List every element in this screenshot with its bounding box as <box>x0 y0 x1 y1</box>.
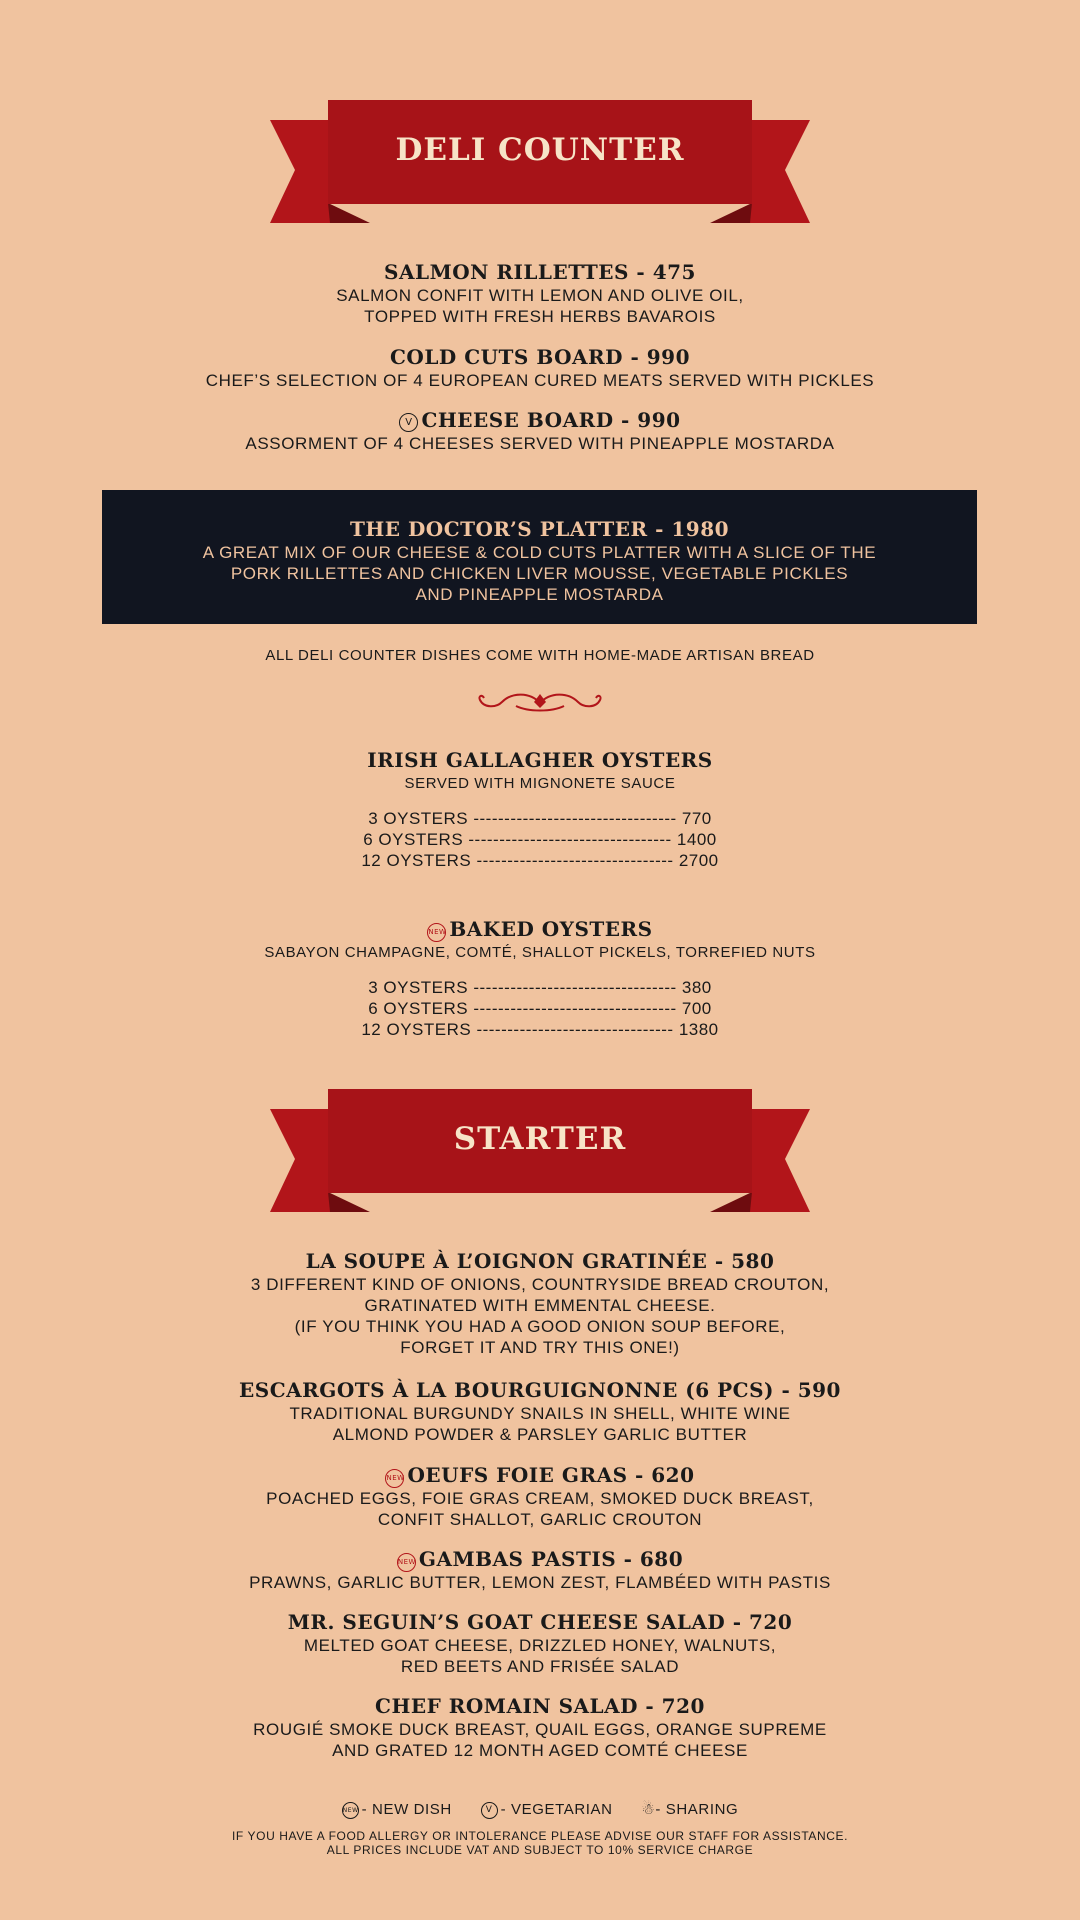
price-row: 12 OYSTERS -------------------------------- 2700 <box>361 851 719 870</box>
item-desc: AND GRATED 12 MONTH AGED COMTÉ CHEESE <box>332 1741 748 1760</box>
item-name: IRISH GALLAGHER OYSTERS <box>367 748 713 772</box>
starter-banner <box>270 1089 810 1219</box>
item-desc: FORGET IT AND TRY THIS ONE!) <box>400 1338 680 1357</box>
menu-item-chef-romain-salad <box>0 1694 1080 1761</box>
doctors-platter-panel <box>102 490 977 624</box>
item-desc: SERVED WITH MIGNONETE SAUCE <box>404 775 676 792</box>
item-name: SALMON RILLETTES - 475 <box>384 260 696 284</box>
item-desc: SALMON CONFIT WITH LEMON AND OLIVE OIL, <box>336 286 744 305</box>
legend-new <box>342 1801 452 1818</box>
item-name-text: OEUFS FOIE GRAS - 620 <box>407 1463 695 1487</box>
item-desc: PORK RILLETTES AND CHICKEN LIVER MOUSSE, VEGETABLE PICKLES <box>230 564 849 583</box>
menu-item-cold-cuts <box>0 345 1080 391</box>
item-desc: A GREAT MIX OF OUR CHEESE & COLD CUTS PLATTER WITH A SLICE OF THE <box>202 543 877 562</box>
menu-item-oeufs-foie-gras <box>0 1463 1080 1530</box>
legend-label: - NEW DISH <box>361 1801 452 1818</box>
bread-note: ALL DELI COUNTER DISHES COME WITH HOME-MADE ARTISAN BREAD <box>265 647 815 664</box>
item-name: COLD CUTS BOARD - 990 <box>389 345 690 369</box>
legend-vegetarian <box>481 1801 613 1818</box>
price-rows <box>0 977 1080 1040</box>
vegetarian-icon: V <box>481 1802 498 1819</box>
item-desc: CONFIT SHALLOT, GARLIC CROUTON <box>377 1510 703 1529</box>
allergy-note: IF YOU HAVE A FOOD ALLERGY OR INTOLERANCE PLEASE ADVISE OUR STAFF FOR ASSISTANCE. <box>231 1829 849 1843</box>
legend-label: - SHARING <box>655 1801 739 1818</box>
item-desc: ROUGIÉ SMOKE DUCK BREAST, QUAIL EGGS, ORANGE SUPREME <box>253 1720 827 1739</box>
item-name <box>0 408 1080 433</box>
item-desc: PRAWNS, GARLIC BUTTER, LEMON ZEST, FLAMBÉED WITH PASTIS <box>249 1573 831 1592</box>
item-name: ESCARGOTS À LA BOURGUIGNONNE (6 PCS) - 590 <box>239 1378 841 1402</box>
item-name <box>0 1547 1080 1572</box>
item-desc: RED BEETS AND FRISÉE SALAD <box>400 1657 680 1676</box>
price-note: ALL PRICES INCLUDE VAT AND SUBJECT TO 10% SERVICE CHARGE <box>326 1843 754 1857</box>
item-name <box>0 917 1080 942</box>
item-name-text: BAKED OYSTERS <box>449 917 653 941</box>
new-dish-icon: NEW <box>427 923 446 942</box>
new-dish-icon: NEW <box>342 1802 359 1819</box>
item-name-text: GAMBAS PASTIS - 680 <box>418 1547 684 1571</box>
flourish-ornament <box>472 690 608 716</box>
price-row: 12 OYSTERS -------------------------------- 1380 <box>361 1020 719 1039</box>
footer-disclaimer <box>0 1829 1080 1857</box>
menu-item-gambas-pastis <box>0 1547 1080 1593</box>
menu-item-goat-cheese-salad <box>0 1610 1080 1677</box>
item-desc: MELTED GOAT CHEESE, DRIZZLED HONEY, WALNUTS, <box>303 1636 777 1655</box>
item-desc: ALMOND POWDER & PARSLEY GARLIC BUTTER <box>332 1425 748 1444</box>
item-desc: POACHED EGGS, FOIE GRAS CREAM, SMOKED DUCK BREAST, <box>266 1489 814 1508</box>
menu-item-onion-soup <box>0 1249 1080 1358</box>
legend-label: - VEGETARIAN <box>500 1801 613 1818</box>
item-desc: CHEF’S SELECTION OF 4 EUROPEAN CURED MEATS SERVED WITH PICKLES <box>205 371 875 390</box>
price-row: 6 OYSTERS --------------------------------- 700 <box>368 999 712 1018</box>
item-desc: TOPPED WITH FRESH HERBS BAVAROIS <box>364 307 716 326</box>
item-desc: (IF YOU THINK YOU HAD A GOOD ONION SOUP BEFORE, <box>294 1317 786 1336</box>
legend-sharing <box>641 1801 738 1818</box>
new-dish-icon: NEW <box>385 1469 404 1488</box>
item-desc: 3 DIFFERENT KIND OF ONIONS, COUNTRYSIDE BREAD CROUTON, <box>250 1275 830 1294</box>
price-row: 3 OYSTERS --------------------------------- 770 <box>368 809 712 828</box>
price-row: 6 OYSTERS --------------------------------- 1400 <box>363 830 717 849</box>
item-name-text: CHEESE BOARD - 990 <box>421 408 681 432</box>
item-name: LA SOUPE À L’OIGNON GRATINÉE - 580 <box>305 1249 775 1273</box>
item-desc: TRADITIONAL BURGUNDY SNAILS IN SHELL, WHITE WINE <box>289 1404 791 1423</box>
item-desc: SABAYON CHAMPAGNE, COMTÉ, SHALLOT PICKELS, TORREFIED NUTS <box>264 944 816 961</box>
new-dish-icon: NEW <box>397 1553 416 1572</box>
menu-item-baked-oysters <box>0 917 1080 1040</box>
deli-counter-banner <box>270 100 810 230</box>
menu-item-irish-oysters <box>0 748 1080 871</box>
legend <box>0 1800 1080 1819</box>
item-name: MR. SEGUIN’S GOAT CHEESE SALAD - 720 <box>287 1610 793 1634</box>
item-desc: GRATINATED WITH EMMENTAL CHEESE. <box>364 1296 716 1315</box>
vegetarian-icon: V <box>399 413 418 432</box>
menu-item-escargots <box>0 1378 1080 1445</box>
starter-title: STARTER <box>453 1121 627 1157</box>
sharing-icon: ☃ <box>641 1801 656 1818</box>
item-name: THE DOCTOR’S PLATTER - 1980 <box>349 517 730 541</box>
item-desc: AND PINEAPPLE MOSTARDA <box>415 585 664 604</box>
menu-item-salmon-rillettes <box>0 260 1080 327</box>
deli-counter-title: DELI COUNTER <box>395 132 685 168</box>
menu-item-cheese-board <box>0 408 1080 454</box>
item-desc: ASSORMENT OF 4 CHEESES SERVED WITH PINEAPPLE MOSTARDA <box>245 434 835 453</box>
item-name: CHEF ROMAIN SALAD - 720 <box>375 1694 705 1718</box>
price-row: 3 OYSTERS --------------------------------- 380 <box>368 978 712 997</box>
item-name <box>0 1463 1080 1488</box>
price-rows <box>0 808 1080 871</box>
